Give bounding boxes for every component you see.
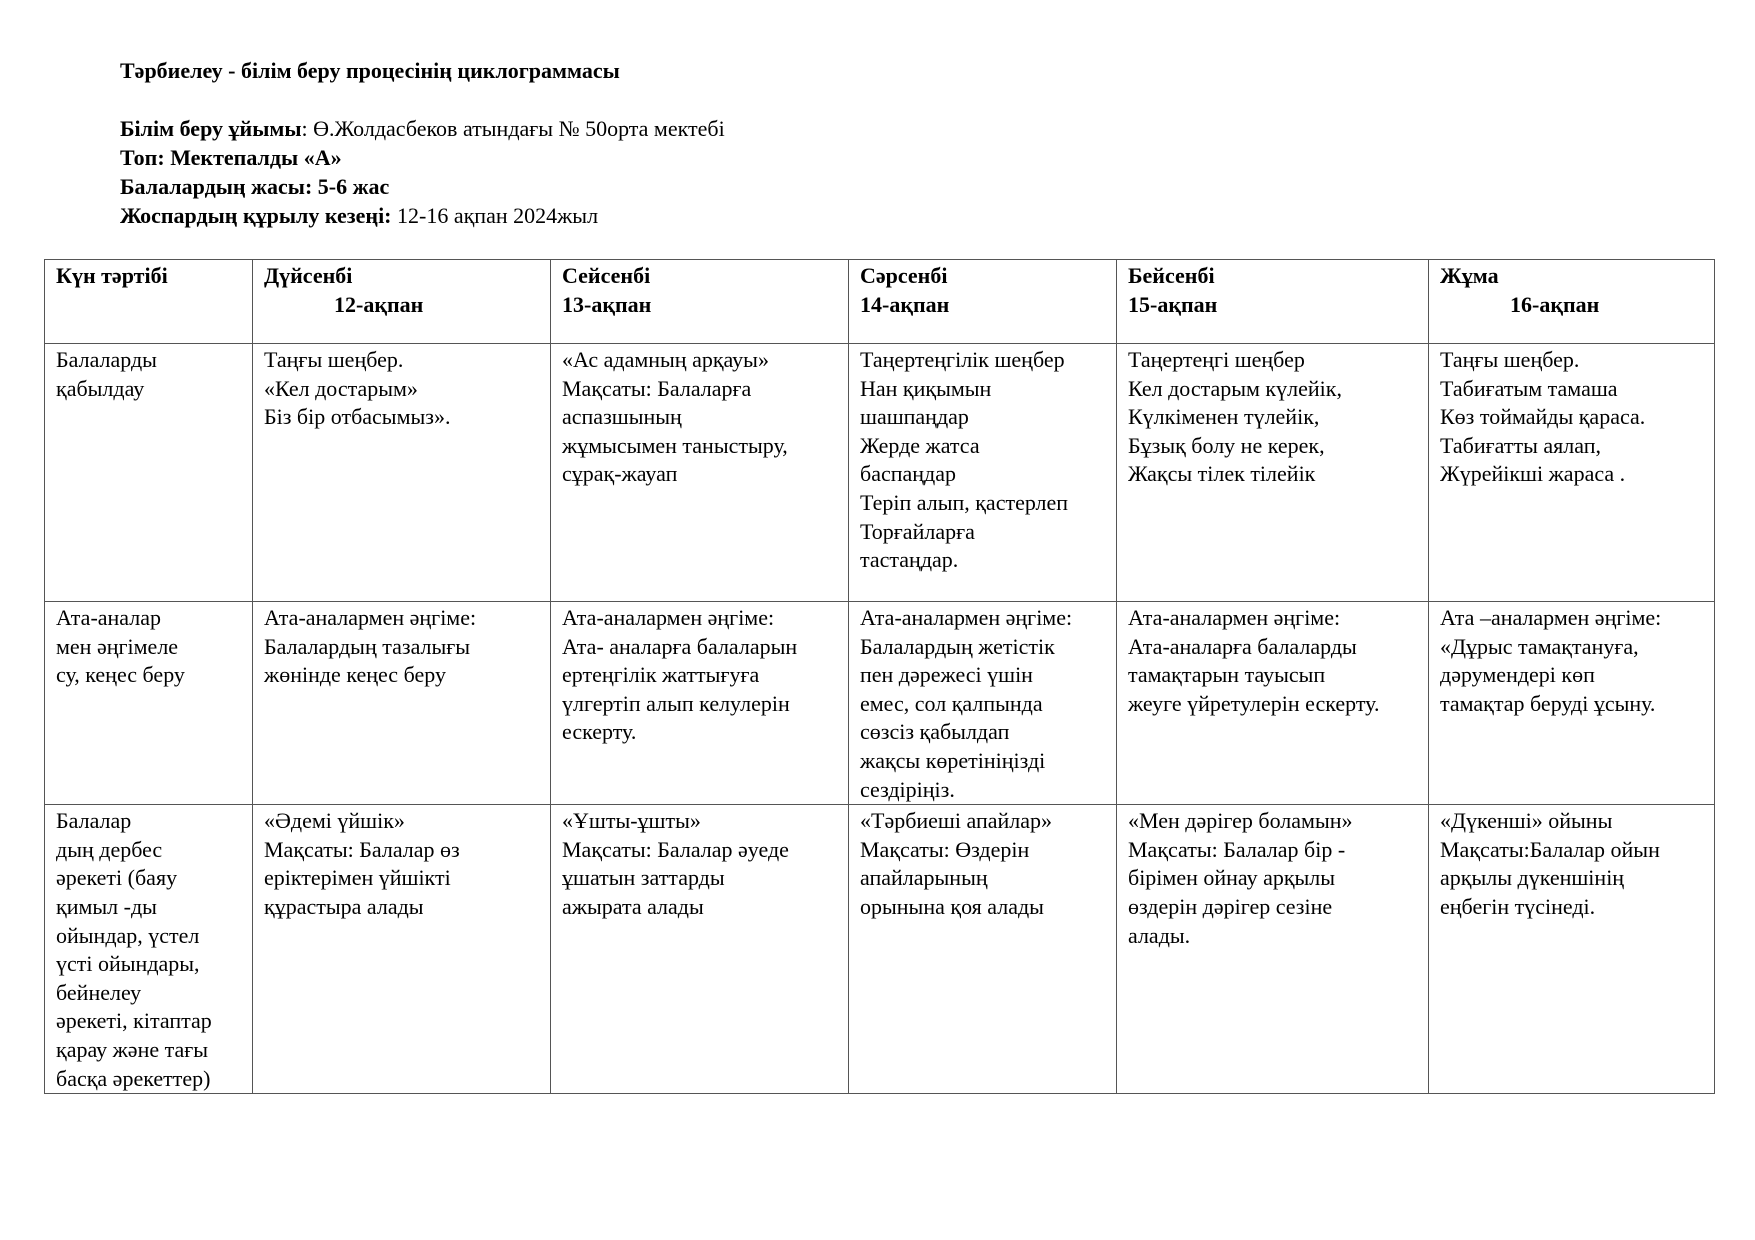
table-cell: Ата-аналармен әңгіме: Ата-аналарға балаларды тамақтарын тауысып жеуге үйретулерін ескерту. xyxy=(1117,602,1429,805)
header-cell-daily-routine: Күн тәртібі xyxy=(45,260,253,344)
table-header-row xyxy=(45,260,1715,344)
table-cell: «Мен дәрігер боламын» Мақсаты: Балалар бір - бірімен ойнау арқылы өздерін дәрігер сезіне алады. xyxy=(1117,805,1429,1094)
row-label-parents: Ата-аналар мен әңгімеле су, кеңес беру xyxy=(45,602,253,805)
table-cell: Таңертеңгілік шеңбер Нан қиқымын шашпаңдар Жерде жатса баспаңдар Теріп алып, қастерлеп Торғайларға тастаңдар. xyxy=(849,344,1117,602)
table-cell: Ата-аналармен әңгіме: Балалардың тазалығы жөнінде кеңес беру xyxy=(253,602,551,805)
table-cell: Таңғы шеңбер. Табиғатым тамаша Көз тоймайды қараса. Табиғатты аялап, Жүрейікші жараса . xyxy=(1429,344,1715,602)
header-cell-monday: Дүйсенбі 12-ақпан xyxy=(253,260,551,344)
group-label: Топ: xyxy=(120,145,165,170)
organization-line xyxy=(120,114,725,143)
table-cell: Таңертеңгі шеңбер Кел достарым күлейік, Күлкіменен түлейік, Бұзық болу не керек, Жақсы тілек тілейік xyxy=(1117,344,1429,602)
table-row xyxy=(45,344,1715,602)
table-cell: Ата –аналармен әңгіме: «Дұрыс тамақтануға, дәрумендері көп тамақтар беруді ұсыну. xyxy=(1429,602,1715,805)
table-cell: «Ас адамның арқауы» Мақсаты: Балаларға аспазшының жұмысымен таныстыру, сұрақ-жауап xyxy=(551,344,849,602)
table-cell: «Дүкенші» ойыны Мақсаты:Балалар ойын арқылы дүкеншінің еңбегін түсінеді. xyxy=(1429,805,1715,1094)
organization-label: Білім беру ұйымы xyxy=(120,116,302,141)
header-cell-friday: Жұма 16-ақпан xyxy=(1429,260,1715,344)
schedule-table xyxy=(44,259,1715,1094)
row-label-reception: Балаларды қабылдау xyxy=(45,344,253,602)
organization-value: : Ө.Жолдасбеков атындағы № 50орта мектебі xyxy=(301,116,725,141)
document-title: Тәрбиелеу - білім беру процесінің циклограммасы xyxy=(120,58,620,83)
table-cell: Таңғы шеңбер. «Кел достарым» Біз бір отбасымыз». xyxy=(253,344,551,602)
table-cell: Ата-аналармен әңгіме: Балалардың жетістік пен дәрежесі үшін емес, сол қалпында сөзсіз қабылдап жақсы көретініңізді сездіріңіз. xyxy=(849,602,1117,805)
row-label-independent-activity: Балалар дың дербес әрекеті (баяу қимыл -ды ойындар, үстел үсті ойындары, бейнелеу әрекеті, кітаптар қарау және тағы басқа әрекеттер) xyxy=(45,805,253,1094)
header-cell-thursday: Бейсенбі 15-ақпан xyxy=(1117,260,1429,344)
table-cell: «Әдемі үйшік» Мақсаты: Балалар өз еріктерімен үйшікті құрастыра алады xyxy=(253,805,551,1094)
header-cell-tuesday: Сейсенбі 13-ақпан xyxy=(551,260,849,344)
header-cell-wednesday: Сәрсенбі 14-ақпан xyxy=(849,260,1117,344)
period-value: 12-16 ақпан 2024жыл xyxy=(391,203,599,228)
table-row xyxy=(45,805,1715,1094)
group-value: Мектепалды «А» xyxy=(164,145,342,170)
table-row xyxy=(45,602,1715,805)
table-cell: Ата-аналармен әңгіме: Ата- аналарға балаларын ертеңгілік жаттығуға үлгертіп алып келулерін ескерту. xyxy=(551,602,849,805)
document-header xyxy=(120,56,725,230)
age-line: Балалардың жасы: 5-6 жас xyxy=(120,174,390,199)
table-cell: «Ұшты-ұшты» Мақсаты: Балалар әуеде ұшатын заттарды ажырата алады xyxy=(551,805,849,1094)
table-cell: «Тәрбиеші апайлар» Мақсаты: Өздерін апайларының орынына қоя алады xyxy=(849,805,1117,1094)
period-line xyxy=(120,201,725,230)
group-line xyxy=(120,143,725,172)
period-label: Жоспардың құрылу кезеңі: xyxy=(120,203,392,228)
